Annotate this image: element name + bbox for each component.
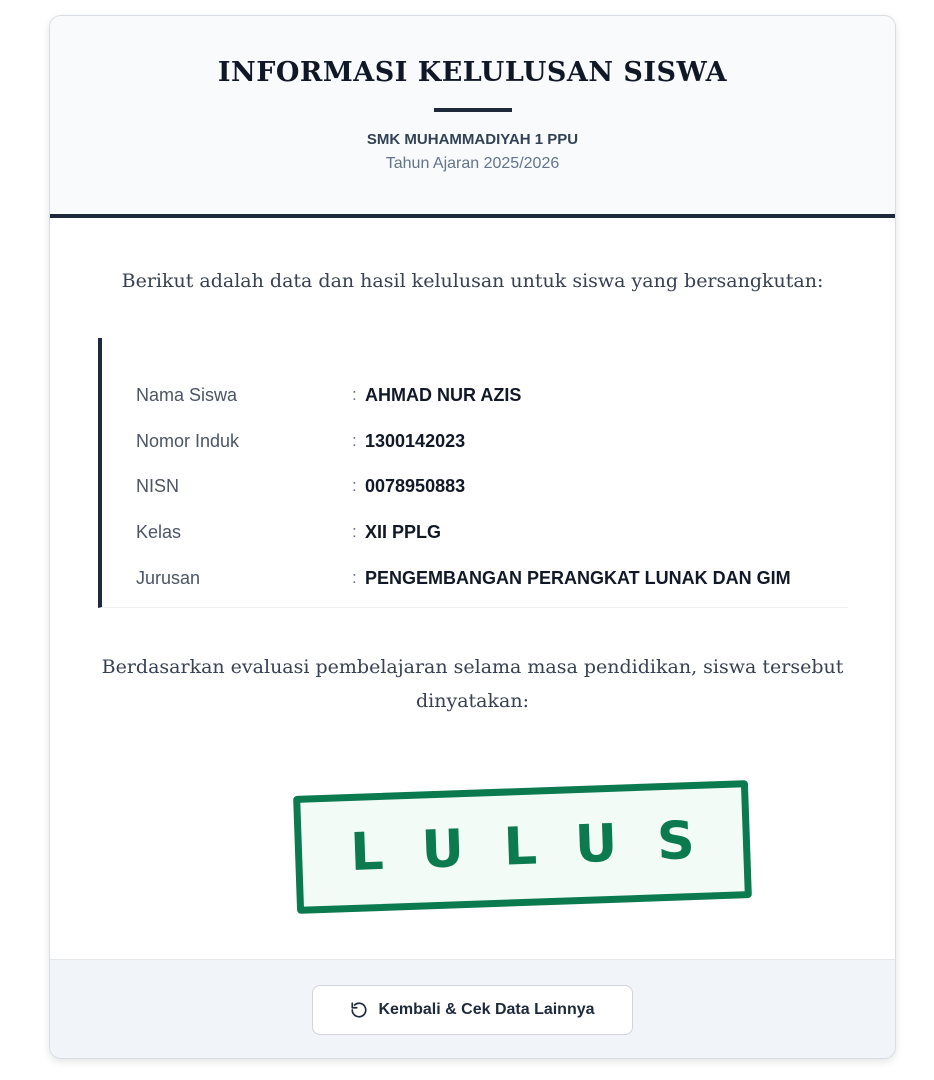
info-row-nama — [136, 383, 836, 411]
intro-text: Berikut adalah data dan hasil kelulusan untuk siswa yang bersangkutan: — [121, 270, 824, 292]
back-button-label: Kembali & Cek Data Lainnya — [378, 1001, 595, 1018]
info-value: AHMAD NUR AZIS — [365, 385, 522, 405]
info-separator: : — [352, 476, 357, 495]
back-button[interactable] — [312, 985, 633, 1035]
info-label: Kelas — [136, 522, 182, 542]
result-stamp-text: LULUS — [349, 809, 736, 883]
info-separator: : — [352, 522, 357, 541]
card-header — [50, 16, 895, 218]
info-value: 1300142023 — [365, 431, 466, 451]
info-separator: : — [352, 431, 357, 450]
info-row-kelas — [136, 520, 836, 548]
info-label: Nama Siswa — [136, 385, 238, 405]
info-label: Nomor Induk — [136, 431, 240, 451]
academic-year: Tahun Ajaran 2025/2026 — [385, 155, 560, 172]
result-card — [49, 15, 896, 1059]
info-separator: : — [352, 385, 357, 404]
info-separator: : — [352, 568, 357, 587]
info-value: PENGEMBANGAN PERANGKAT LUNAK DAN GIM — [365, 568, 791, 588]
info-row-jurusan — [136, 566, 836, 594]
info-row-nomor-induk — [136, 429, 836, 457]
info-label: NISN — [136, 476, 180, 496]
result-stamp — [293, 780, 752, 914]
rotate-ccw-icon — [350, 1001, 368, 1019]
school-name: SMK MUHAMMADIYAH 1 PPU — [366, 131, 579, 148]
info-label: Jurusan — [136, 568, 201, 588]
verdict-text: Berdasarkan evaluasi pembelajaran selama masa pendidikan, siswa tersebut dinyatakan: — [101, 656, 844, 712]
info-value: 0078950883 — [365, 476, 466, 496]
card-footer — [50, 959, 895, 1059]
title-divider — [434, 108, 512, 112]
page-title: INFORMASI KELULUSAN SISWA — [217, 57, 728, 88]
info-row-nisn — [136, 474, 836, 502]
student-info-box — [98, 338, 848, 608]
info-value: XII PPLG — [365, 522, 442, 542]
